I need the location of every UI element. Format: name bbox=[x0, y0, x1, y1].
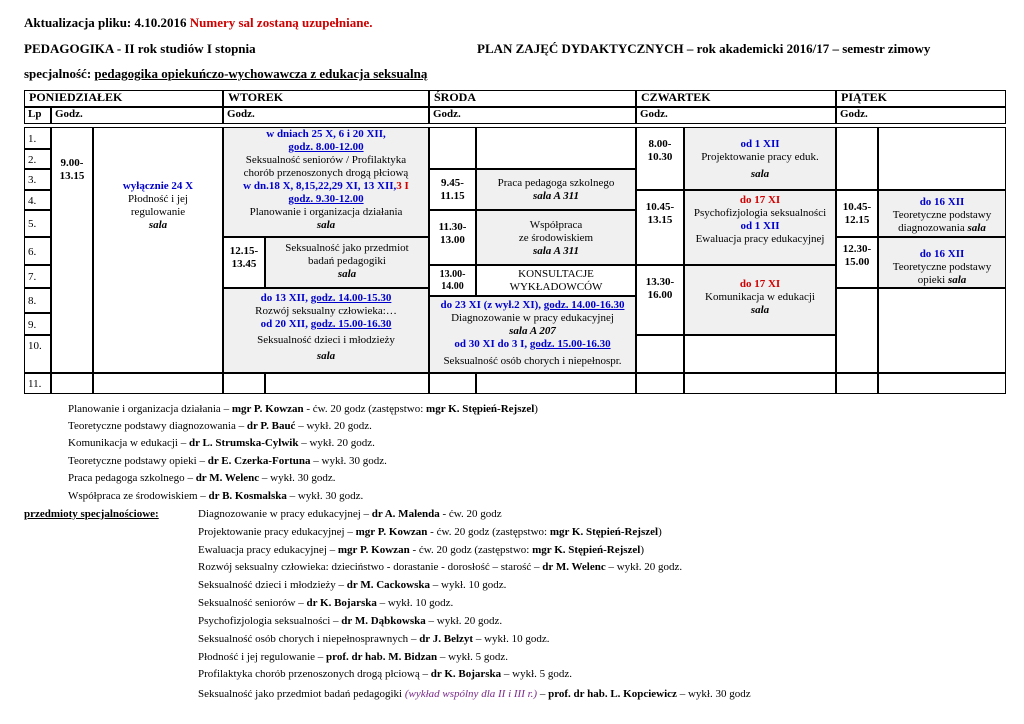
legend-info: – wykł. 5 godz. bbox=[437, 651, 509, 663]
thu-b3-room: sala bbox=[750, 304, 770, 316]
tuesday-block-3 bbox=[223, 288, 429, 373]
legend-teacher: dr E. Czerka-Fortuna bbox=[207, 455, 311, 467]
tue-b1-dates-2: w dn.18 X, 8,15,22,29 XI, 13 XII, bbox=[243, 180, 397, 192]
thu-b1-subject: Projektowanie pracy eduk. bbox=[701, 151, 819, 163]
monday-note: wyłącznie 24 X bbox=[122, 180, 194, 192]
program-title: PEDAGOGIKA - II rok studiów I stopnia bbox=[24, 41, 256, 56]
legend-teacher: dr L. Strumska-Cylwik bbox=[188, 437, 299, 449]
tuesday-block-1 bbox=[223, 127, 429, 237]
spec-value: pedagogika opiekuńczo-wychowawcza z edukacja seksualną bbox=[94, 66, 428, 81]
row-number: 11. bbox=[24, 373, 51, 394]
wed-b2-subject-1: Współpraca bbox=[529, 219, 583, 231]
tue-b1-dates-2-line bbox=[224, 180, 428, 193]
monday-empty bbox=[93, 373, 223, 394]
legend-info: - ćw. 20 godz (zastępstwo: bbox=[412, 544, 530, 556]
legend-subject: Projektowanie pracy edukacyjnej bbox=[198, 526, 345, 538]
wed-b4-room: sala A 207 bbox=[509, 325, 556, 337]
wednesday-block-4 bbox=[429, 296, 636, 373]
legend-info: – wykł. 5 godz. bbox=[501, 668, 573, 680]
legend-item: Teoretyczne podstawy diagnozowania – dr P. Bauć – wykł. 20 godz. bbox=[68, 420, 372, 432]
legend-item: Ewaluacja pracy edukacyjnej – mgr P. Kowzan - ćw. 20 godz (zastępstwo: mgr K. Stępień-Rejszel) bbox=[198, 544, 645, 556]
update-note: Numery sal zostaną uzupełniane. bbox=[189, 15, 373, 30]
spec-label: specjalność: bbox=[24, 66, 92, 81]
thu-b1-dates: od 1 XII bbox=[740, 138, 780, 150]
fri-b1-subject-2: diagnozowania bbox=[898, 222, 965, 234]
legend-item: Płodność i jej regulowanie – prof. dr hab. M. Bidzan – wykł. 5 godz. bbox=[198, 651, 509, 663]
monday-slot bbox=[93, 127, 223, 373]
fri-empty-time-2 bbox=[836, 288, 878, 373]
row-number: 4. bbox=[24, 190, 51, 210]
wed-empty-time-1 bbox=[429, 127, 476, 169]
legend-subject: Płodność i jej regulowanie bbox=[198, 651, 316, 663]
legend-item: Psychofizjologia seksualności – dr M. Dąbkowska – wykł. 20 godz. bbox=[198, 615, 503, 627]
fri-b2-room: sala bbox=[947, 274, 967, 286]
day-thursday: CZWARTEK bbox=[636, 90, 836, 107]
wed-empty-time-2 bbox=[429, 373, 476, 394]
legend-subject: Praca pedagoga szkolnego bbox=[68, 472, 185, 484]
wed-b4-dates-2: od 30 XI do 3 I, bbox=[454, 338, 528, 350]
legend-subject: Profilaktyka chorób przenoszonych drogą płciową bbox=[198, 668, 420, 680]
wed-b4-subject: Diagnozowanie w pracy edukacyjnej bbox=[451, 312, 614, 324]
row-number: 7. bbox=[24, 265, 51, 288]
fri-empty-1 bbox=[878, 127, 1006, 190]
tue-b1-subject-1: Seksualność seniorów / Profilaktyka bbox=[245, 154, 407, 166]
tue-b3-room: sala bbox=[316, 350, 336, 362]
legend-info: – wykł. 30 godz bbox=[679, 688, 751, 700]
legend-substitute: mgr K. Stępień-Rejszel bbox=[426, 403, 535, 415]
tue-b1-dates: w dniach 25 X, 6 i 20 XII, bbox=[266, 128, 386, 140]
row-number: 1. bbox=[24, 127, 51, 149]
monday-subject-2: regulowanie bbox=[130, 206, 186, 218]
thu-b3-time: 13.30- 16.00 bbox=[636, 265, 684, 335]
thursday-block-2 bbox=[684, 190, 836, 265]
thu-b2-time: 10.45- 13.15 bbox=[636, 190, 684, 265]
legend-item: Profilaktyka chorób przenoszonych drogą płciową – dr K. Bojarska – wykł. 5 godz. bbox=[198, 668, 573, 680]
thu-b1-room: sala bbox=[750, 168, 770, 180]
legend-teacher: mgr P. Kowzan bbox=[337, 544, 410, 556]
legend-item: Współpraca ze środowiskiem – dr B. Kosmalska – wykł. 30 godz. bbox=[68, 490, 364, 502]
legend-teacher: prof. dr hab. M. Bidzan bbox=[326, 651, 438, 663]
legend-teacher: dr M. Dąbkowska bbox=[341, 615, 426, 627]
legend-info: – wykł. 30 godz. bbox=[259, 472, 336, 484]
fri-b2-subject-line bbox=[879, 274, 1005, 287]
wednesday-block-3 bbox=[476, 265, 636, 296]
wed-b4-line-2 bbox=[430, 338, 635, 351]
legend-teacher: dr M. Welenc bbox=[195, 472, 260, 484]
legend-substitute: mgr K. Stępień-Rejszel bbox=[549, 526, 659, 538]
tue-b3-line-1 bbox=[224, 292, 428, 305]
legend-subject: Teoretyczne podstawy diagnozowania bbox=[68, 420, 236, 432]
lp-header: Lp bbox=[24, 107, 51, 124]
legend-item: Seksualność osób chorych i niepełnosprawnych – dr J. Belzyt – wykł. 10 godz. bbox=[198, 633, 550, 645]
fri-b1-subject-line bbox=[879, 222, 1005, 235]
tuesday-empty bbox=[265, 373, 429, 394]
row-number: 2. bbox=[24, 149, 51, 169]
legend-teacher: mgr P. Kowzan bbox=[355, 526, 428, 538]
legend-subject: Psychofizjologia seksualności bbox=[198, 615, 331, 627]
legend-end: ) bbox=[534, 403, 538, 415]
monday-room: sala bbox=[148, 219, 168, 231]
day-wednesday: ŚRODA bbox=[429, 90, 636, 107]
friday-block-2 bbox=[878, 237, 1006, 288]
spec-subjects-label: przedmioty specjalnościowe: bbox=[24, 508, 159, 520]
fri-empty-2 bbox=[878, 288, 1006, 373]
update-label: Aktualizacja pliku: 4.10.2016 bbox=[24, 15, 187, 30]
fri-empty-time-1 bbox=[836, 127, 878, 190]
timetable bbox=[24, 90, 1006, 394]
wed-b1-room: sala A 311 bbox=[532, 190, 580, 202]
wednesday-block-2 bbox=[476, 210, 636, 265]
wed-b2-time: 11.30- 13.00 bbox=[429, 210, 476, 265]
thursday-block-1 bbox=[684, 127, 836, 190]
thu-b3-dates: do 17 XI bbox=[739, 278, 781, 290]
wed-b4-line-1 bbox=[430, 299, 635, 312]
tue-b3-dates-2: od 20 XII, bbox=[260, 318, 308, 330]
legend-item: Seksualność jako przedmiot badań pedagogiki (wykład wspólny dla II i III r.) – prof. dr hab. L. Kopciewicz – wykł. 30 godz bbox=[198, 688, 751, 700]
godz-header-tue: Godz. bbox=[223, 107, 429, 124]
legend-info: – wykł. 10 godz. bbox=[430, 579, 507, 591]
wed-b3-subject-1: KONSULTACJE bbox=[518, 268, 594, 280]
tue-b1-room: sala bbox=[316, 219, 336, 231]
wed-b4-dates: do 23 XI (z wył.2 XI), bbox=[440, 299, 542, 311]
monday-class bbox=[93, 180, 223, 232]
legend-teacher: dr M. Cackowska bbox=[346, 579, 430, 591]
legend-subject: Seksualność seniorów bbox=[198, 597, 296, 609]
fri-b2-subject-2: opieki bbox=[917, 274, 946, 286]
legend-teacher: prof. dr hab. L. Kopciewicz bbox=[548, 688, 677, 700]
tue-b2-time: 12.15- 13.45 bbox=[223, 237, 265, 288]
legend-info: – wykł. 20 godz. bbox=[298, 420, 372, 432]
friday-block-1 bbox=[878, 190, 1006, 237]
wed-b3-time: 13.00- 14.00 bbox=[429, 265, 476, 296]
legend-info: – wykł. 10 godz. bbox=[473, 633, 550, 645]
legend-subject: Rozwój seksualny człowieka: dzieciństwo - dorastanie - dorosłość – starość bbox=[198, 561, 532, 573]
legend-info: – wykł. 20 godz. bbox=[301, 437, 375, 449]
wed-b1-time: 9.45- 11.15 bbox=[429, 169, 476, 210]
legend-info: – wykł. 30 godz. bbox=[310, 455, 387, 467]
legend-subject: Seksualność osób chorych i niepełnosprawnych bbox=[198, 633, 409, 645]
legend-subject: Seksualność jako przedmiot badań pedagogiki bbox=[198, 688, 403, 700]
monday-empty-time bbox=[51, 373, 93, 394]
fri-b2-time: 12.30- 15.00 bbox=[836, 237, 878, 288]
legend-subject: Komunikacja w edukacji bbox=[68, 437, 178, 449]
legend-note: (wykład wspólny dla II i III r.) bbox=[404, 688, 538, 700]
legend-teacher: dr M. Welenc bbox=[542, 561, 606, 573]
thu-b2-dates-2: od 1 XII bbox=[740, 220, 780, 232]
tue-b1-subject-3: Planowanie i organizacja działania bbox=[249, 206, 403, 218]
legend-subject: Seksualność dzieci i młodzieży bbox=[198, 579, 336, 591]
legend-item: Rozwój seksualny człowieka: dzieciństwo - dorastanie - dorosłość – starość – dr M. Welenc – wykł. 20 godz. bbox=[198, 561, 683, 573]
update-line bbox=[24, 15, 373, 31]
tue-b1-dates-2-red: 3 I bbox=[396, 180, 409, 192]
thu-b3-subject: Komunikacja w edukacji bbox=[705, 291, 815, 303]
wed-empty-1 bbox=[476, 127, 636, 169]
legend-subject: Współpraca ze środowiskiem bbox=[68, 490, 198, 502]
thu-b2-subject-2: Ewaluacja pracy edukacyjnej bbox=[695, 233, 825, 245]
legend-item: Projektowanie pracy edukacyjnej – mgr P. Kowzan - ćw. 20 godz (zastępstwo: mgr K. Stępień-Rejszel) bbox=[198, 526, 662, 538]
row-number: 3. bbox=[24, 169, 51, 190]
tue-b3-subject-2: Seksualność dzieci i młodzieży bbox=[257, 334, 395, 346]
day-tuesday: WTOREK bbox=[223, 90, 429, 107]
legend-item: Komunikacja w edukacji – dr L. Strumska-Cylwik – wykł. 20 godz. bbox=[68, 437, 375, 449]
wed-b4-time: godz. 14.00-16.30 bbox=[543, 299, 625, 311]
specialization-line bbox=[24, 66, 427, 82]
tue-b2-subject-1: Seksualność jako przedmiot bbox=[285, 242, 409, 254]
legend-subject: Ewaluacja pracy edukacyjnej bbox=[198, 544, 327, 556]
tue-b1-time: godz. 8.00-12.00 bbox=[288, 141, 364, 153]
legend-info: - ćw. 20 godz bbox=[439, 508, 502, 520]
row-number: 10. bbox=[24, 335, 51, 373]
legend-teacher: mgr P. Kowzan bbox=[231, 403, 304, 415]
legend-subject: Planowanie i organizacja działania bbox=[68, 403, 221, 415]
wed-empty-2 bbox=[476, 373, 636, 394]
legend-info: – wykł. 10 godz. bbox=[376, 597, 454, 609]
wed-b3-subject-2: WYKŁADOWCÓW bbox=[509, 281, 603, 293]
legend-item: Planowanie i organizacja działania – mgr P. Kowzan - ćw. 20 godz (zastępstwo: mgr K. Stępień-Rejszel) bbox=[68, 403, 538, 415]
legend-end: ) bbox=[658, 526, 662, 538]
legend-substitute: mgr K. Stępień-Rejszel bbox=[532, 544, 641, 556]
wed-b2-room: sala A 311 bbox=[532, 245, 580, 257]
legend-subject: Diagnozowanie w pracy edukacyjnej bbox=[198, 508, 361, 520]
tue-b3-subject: Rozwój seksualny człowieka:… bbox=[255, 305, 397, 317]
godz-header-thu: Godz. bbox=[636, 107, 836, 124]
legend-info: – wykł. 30 godz. bbox=[286, 490, 364, 502]
fri-b1-time: 10.45- 12.15 bbox=[836, 190, 878, 237]
tue-b2-room: sala bbox=[337, 268, 357, 280]
thu-empty bbox=[684, 335, 836, 373]
wed-b2-subject-2: ze środowiskiem bbox=[518, 232, 594, 244]
legend-item: Diagnozowanie w pracy edukacyjnej – dr A. Malenda - ćw. 20 godz bbox=[198, 508, 502, 520]
legend-info: – wykł. 20 godz. bbox=[428, 615, 503, 627]
legend-info: – wykł. 20 godz. bbox=[608, 561, 683, 573]
fri-b1-room: sala bbox=[967, 222, 986, 234]
fri-empty-3 bbox=[878, 373, 1006, 394]
legend-info: - ćw. 20 godz (zastępstwo: bbox=[430, 526, 548, 538]
wed-b4-subject-2: Seksualność osób chorych i niepełnospr. bbox=[443, 355, 622, 367]
tue-b3-line-2 bbox=[224, 318, 428, 331]
legend-item: Praca pedagoga szkolnego – dr M. Welenc – wykł. 30 godz. bbox=[68, 472, 336, 484]
thu-empty-time bbox=[636, 335, 684, 373]
thu-empty-2 bbox=[684, 373, 836, 394]
row-number: 8. bbox=[24, 288, 51, 313]
legend-teacher: dr B. Kosmalska bbox=[208, 490, 287, 502]
legend-item: Seksualność seniorów – dr K. Bojarska – wykł. 10 godz. bbox=[198, 597, 454, 609]
tue-b2-subject-2: badań pedagogiki bbox=[308, 255, 386, 267]
legend-teacher: dr P. Bauć bbox=[246, 420, 296, 432]
row-number: 9. bbox=[24, 313, 51, 335]
tue-b1-time-2: godz. 9.30-12.00 bbox=[288, 193, 364, 205]
tue-b3-time-2: godz. 15.00-16.30 bbox=[310, 318, 392, 330]
legend-teacher: dr K. Bojarska bbox=[306, 597, 377, 609]
monday-subject-1: Płodność i jej bbox=[128, 193, 188, 205]
wed-b1-subject: Praca pedagoga szkolnego bbox=[497, 177, 615, 189]
monday-time: 9.00- 13.15 bbox=[59, 157, 85, 182]
legend-teacher: dr J. Belzyt bbox=[419, 633, 474, 645]
thu-b2-subject: Psychofizjologia seksualności bbox=[693, 207, 827, 219]
tue-b3-time: godz. 14.00-15.30 bbox=[310, 292, 392, 304]
day-monday: PONIEDZIAŁEK bbox=[24, 90, 223, 107]
fri-b1-subject-1: Teoretyczne podstawy bbox=[892, 209, 992, 221]
day-friday: PIĄTEK bbox=[836, 90, 1006, 107]
godz-header-mon: Godz. bbox=[51, 107, 223, 124]
thu-b2-dates: do 17 XI bbox=[739, 194, 781, 206]
plan-title: PLAN ZAJĘĆ DYDAKTYCZNYCH – rok akademicki 2016/17 – semestr zimowy bbox=[477, 41, 931, 56]
legend-teacher: dr A. Malenda bbox=[371, 508, 440, 520]
row-number: 6. bbox=[24, 237, 51, 265]
thu-b1-time: 8.00- 10.30 bbox=[636, 127, 684, 190]
fri-b2-subject-1: Teoretyczne podstawy bbox=[892, 261, 992, 273]
legend-end: ) bbox=[640, 544, 645, 556]
fri-b1-dates: do 16 XII bbox=[919, 196, 965, 208]
wed-b4-time-2: godz. 15.00-16.30 bbox=[529, 338, 611, 350]
legend-subject: Teoretyczne podstawy opieki bbox=[68, 455, 197, 467]
godz-header-fri: Godz. bbox=[836, 107, 1006, 124]
fri-empty-time-3 bbox=[836, 373, 878, 394]
thu-empty-time-2 bbox=[636, 373, 684, 394]
legend-item: Teoretyczne podstawy opieki – dr E. Czerka-Fortuna – wykł. 30 godz. bbox=[68, 455, 387, 467]
tue-b1-subject-2: chorób przenoszonych drogą płciową bbox=[243, 167, 409, 179]
tue-b3-dates: do 13 XII, bbox=[260, 292, 308, 304]
tuesday-empty-time bbox=[223, 373, 265, 394]
legend-teacher: dr K. Bojarska bbox=[430, 668, 502, 680]
legend-item: Seksualność dzieci i młodzieży – dr M. Cackowska – wykł. 10 godz. bbox=[198, 579, 507, 591]
fri-b2-dates: do 16 XII bbox=[919, 248, 965, 260]
thursday-block-3 bbox=[684, 265, 836, 335]
row-number: 5. bbox=[24, 210, 51, 237]
godz-header-wed: Godz. bbox=[429, 107, 636, 124]
legend-info: - ćw. 20 godz (zastępstwo: bbox=[306, 403, 424, 415]
tuesday-block-2 bbox=[265, 237, 429, 288]
wednesday-block-1 bbox=[476, 169, 636, 210]
